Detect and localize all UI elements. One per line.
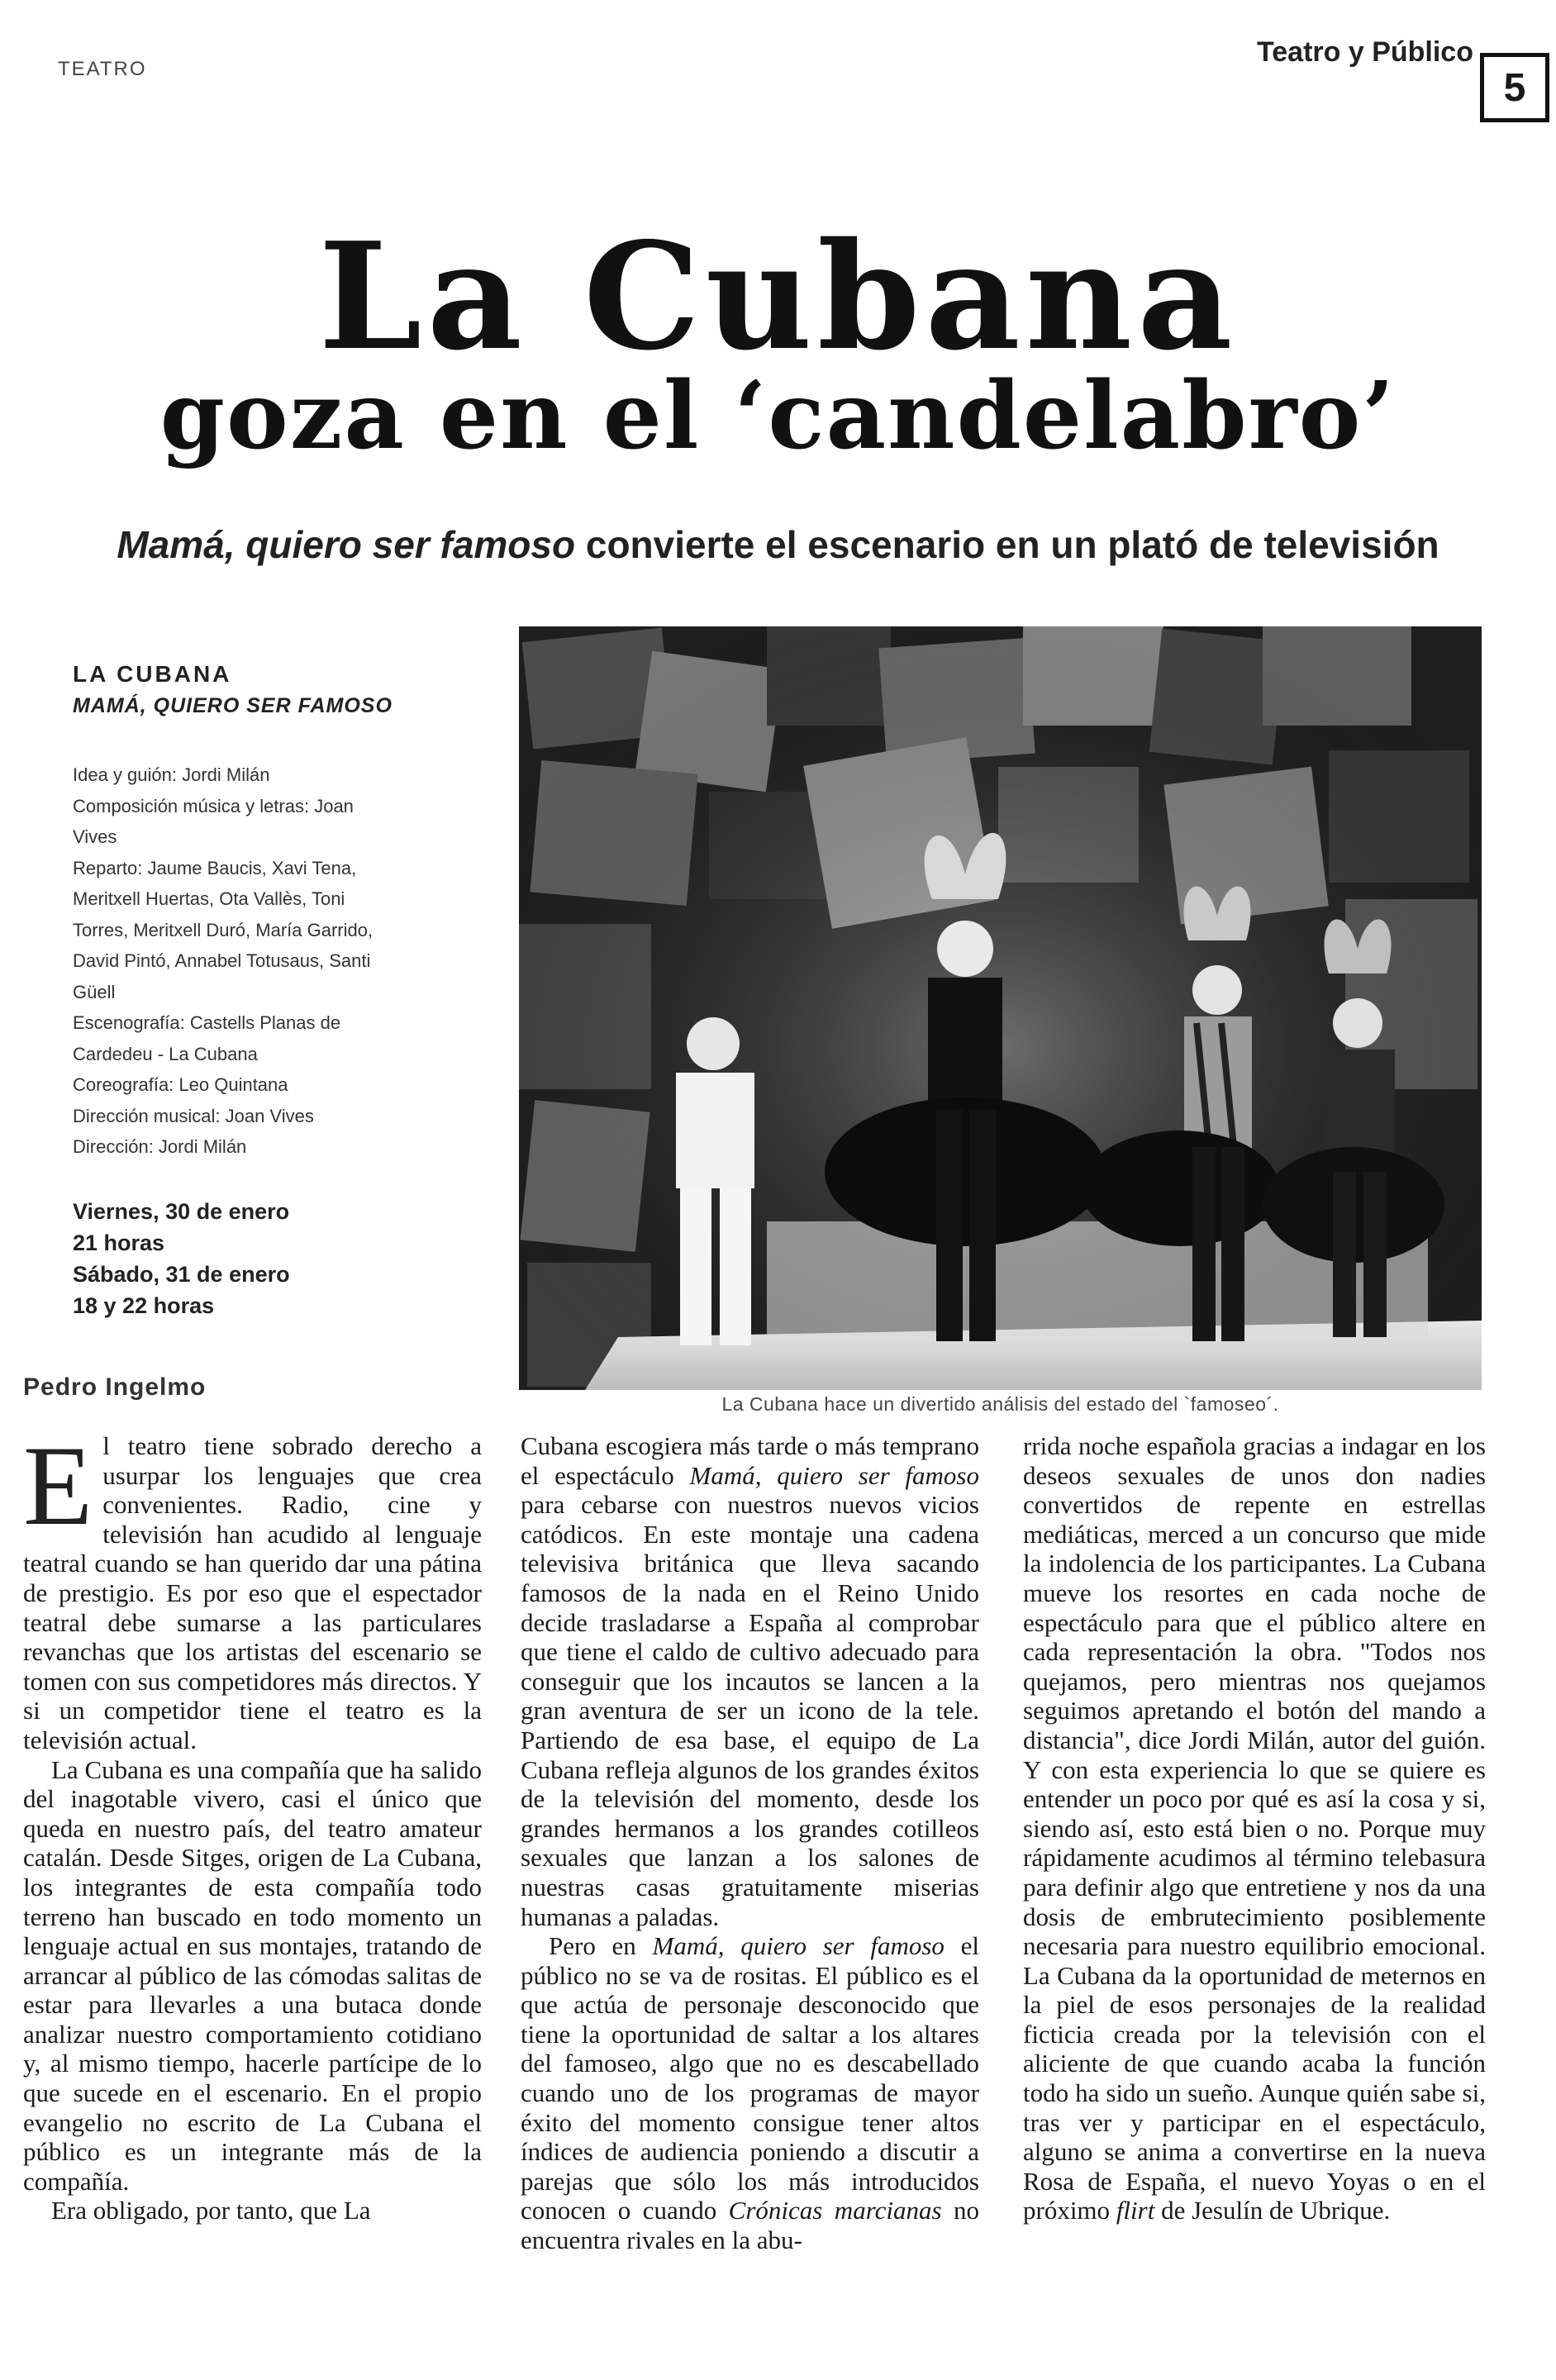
article-column-1 (23, 1422, 482, 2225)
credits-company: LA CUBANA (73, 661, 232, 687)
credit-line: Coreografía: Leo Quintana (73, 1074, 288, 1095)
italic-word: flirt (1116, 2196, 1155, 2225)
date-line: Viernes, 30 de enero (73, 1198, 290, 1224)
magazine-name: Teatro y Público (1257, 36, 1473, 68)
article-paragraph: La Cubana es una compañía que ha salido del inagotable vivero, casi el único que queda en nuestro país, del teatro amateur catalán. Desde Sitges, origen de La Cubana, los integrantes de esta compañía todo terreno han buscado en todo momento un lenguaje actual en sus montajes, tratando de arrancar al público de las cómodas salitas de estar para llevarles a una butaca donde analizar nuestro comportamiento cotidiano y, al mismo tiempo, hacerle partícipe de lo que sucede en el escenario. En el propio evangelio no escrito de La Cubana el público es un integrante más de la compañía. (23, 1754, 482, 2196)
paragraph-text: Cubana escogiera más tarde o más temprano el espectáculo (521, 1431, 979, 1490)
show-title-italic: Mamá, quiero ser famoso (652, 1931, 945, 1961)
deck-show-title: Mamá, quiero ser famoso (117, 523, 576, 566)
show-title-italic: Mamá, quiero ser famoso (689, 1460, 979, 1490)
credit-line: Vives (73, 826, 117, 847)
photo-caption: La Cubana hace un divertido análisis del estado del `famoseo´. (721, 1393, 1279, 1415)
article-column-3 (1023, 1431, 1486, 2225)
paragraph-text: para cebarse con nuestros nuevos vicios catódicos. En este montaje una cadena televisiva británica que lleva sacando famosos de la nada en el Reino Unido decide trasladarse a España al comprobar que tiene el caldo de cultivo adecuado para conseguir que los incautos se lancen a la gran aventura de ser un icono de la tele. Partiendo de esa base, el equipo de La Cubana refleja algunos de los grandes éxitos de la televisión del momento, desde los grandes hermanos a los grandes cotilleos sexuales que lanzan a los salones de nuestras casas gratuitamente miserias humanas a paladas. (521, 1490, 979, 1931)
stage-photo (519, 626, 1482, 1390)
credit-line: David Pintó, Annabel Totusaus, Santi (73, 950, 371, 971)
headline-title: La Cubana (318, 210, 1238, 383)
credits-show: MAMÁ, QUIERO SER FAMOSO (73, 694, 393, 717)
credit-line: Güell (73, 981, 116, 1002)
article-paragraph (23, 1422, 482, 1755)
performance-dates (73, 1196, 436, 1321)
article-column-2 (521, 1431, 979, 2255)
paragraph-text: Pero en (549, 1931, 653, 1961)
credit-line: Dirección: Jordi Milán (73, 1136, 247, 1157)
credits-box (73, 661, 436, 1321)
headline-subtitle: goza en el ‘candelabro’ (159, 362, 1397, 470)
credit-line: Cardedeu - La Cubana (73, 1043, 258, 1064)
credit-line: Dirección musical: Joan Vives (73, 1105, 314, 1126)
article-author: Pedro Ingelmo (23, 1373, 207, 1401)
section-label: TEATRO (58, 58, 147, 80)
stage-photo-illustration (519, 626, 1482, 1390)
credit-line: Idea y guión: Jordi Milán (73, 764, 270, 785)
page-number: 5 (1480, 53, 1549, 122)
date-line: 21 horas (73, 1230, 165, 1255)
paragraph-text: el público no se va de rositas. El público es el que actúa de personaje desconocido que tiene la oportunidad de saltar a los altares del famoseo, algo que no es descabellado cuando uno de los programas de mayor éxito del momento consigue tener altos índices de audiencia poniendo a discutir a parejas que sólo los más introducidos conocen o cuando (521, 1931, 979, 2225)
credit-line: Torres, Meritxell Duró, María Garrido, (73, 919, 374, 940)
paragraph-text: de Jesulín de Ubrique. (1154, 2196, 1391, 2225)
program-title-italic: Crónicas marcianas (728, 2196, 942, 2225)
deck (0, 522, 1556, 567)
article-paragraph (521, 1431, 979, 1931)
credit-line: Meritxell Huertas, Ota Vallès, Toni (73, 888, 345, 909)
paragraph-text: l teatro tiene sobrado derecho a usurpar los lenguajes que crea convenientes. Radio, cine y televisión han acudido al lenguaje teatral cuando se han querido dar una pátina de prestigio. Es por eso que el espectador teatral debe sumarse a las particulares revanchas que los artistas del escenario se tomen con sus competidores más directos. Y si un competidor tiene el teatro es la televisión actual. (23, 1431, 482, 1754)
credit-line: Escenografía: Castells Planas de (73, 1012, 341, 1033)
date-line: 18 y 22 horas (73, 1292, 215, 1318)
deck-text: convierte el escenario en un plató de televisión (575, 523, 1439, 566)
drop-cap: E (23, 1422, 93, 1549)
date-line: Sábado, 31 de enero (73, 1261, 290, 1287)
paragraph-text: no encuentra rivales en la abu- (521, 2196, 980, 2255)
credit-line: Composición música y letras: Joan (73, 795, 354, 816)
article-paragraph: Era obligado, por tanto, que La (51, 2196, 371, 2225)
article-paragraph (521, 1931, 979, 2255)
article-paragraph (1023, 1431, 1486, 2225)
credit-line: Reparto: Jaume Baucis, Xavi Tena, (73, 857, 357, 878)
paragraph-text: rrida noche española gracias a indagar en los deseos sexuales de unos don nadies convertidos de repente en estrellas mediáticas, merced a un concurso que mide la indolencia de los participantes. La Cubana mueve los resortes en cada noche de espectáculo para que el público altere en cada representación la obra. "Todos nos quejamos, pero mientras nos quejamos seguimos apretando el botón del mando a distancia", dice Jordi Milán, autor del guión. Y con esta experiencia lo que se quiere es entender un poco por qué es así la cosa y si, siendo así, esto está bien o no. Porque muy rápidamente acudimos al término telebasura para definir algo que entretiene y nos da una dosis de embrutecimiento posiblemente necesaria para nuestro equilibrio emocional. La Cubana da la oportunidad de meternos en la piel de esos personajes de la realidad ficticia creada por la televisión con el aliciente de que cuando acaba la función todo ha sido un sueño. Aunque quién sabe si, tras ver y participar en el espectáculo, alguno se anima a convertirse en la nueva Rosa de España, el nuevo Yoyas o en el próximo (1023, 1431, 1486, 2225)
